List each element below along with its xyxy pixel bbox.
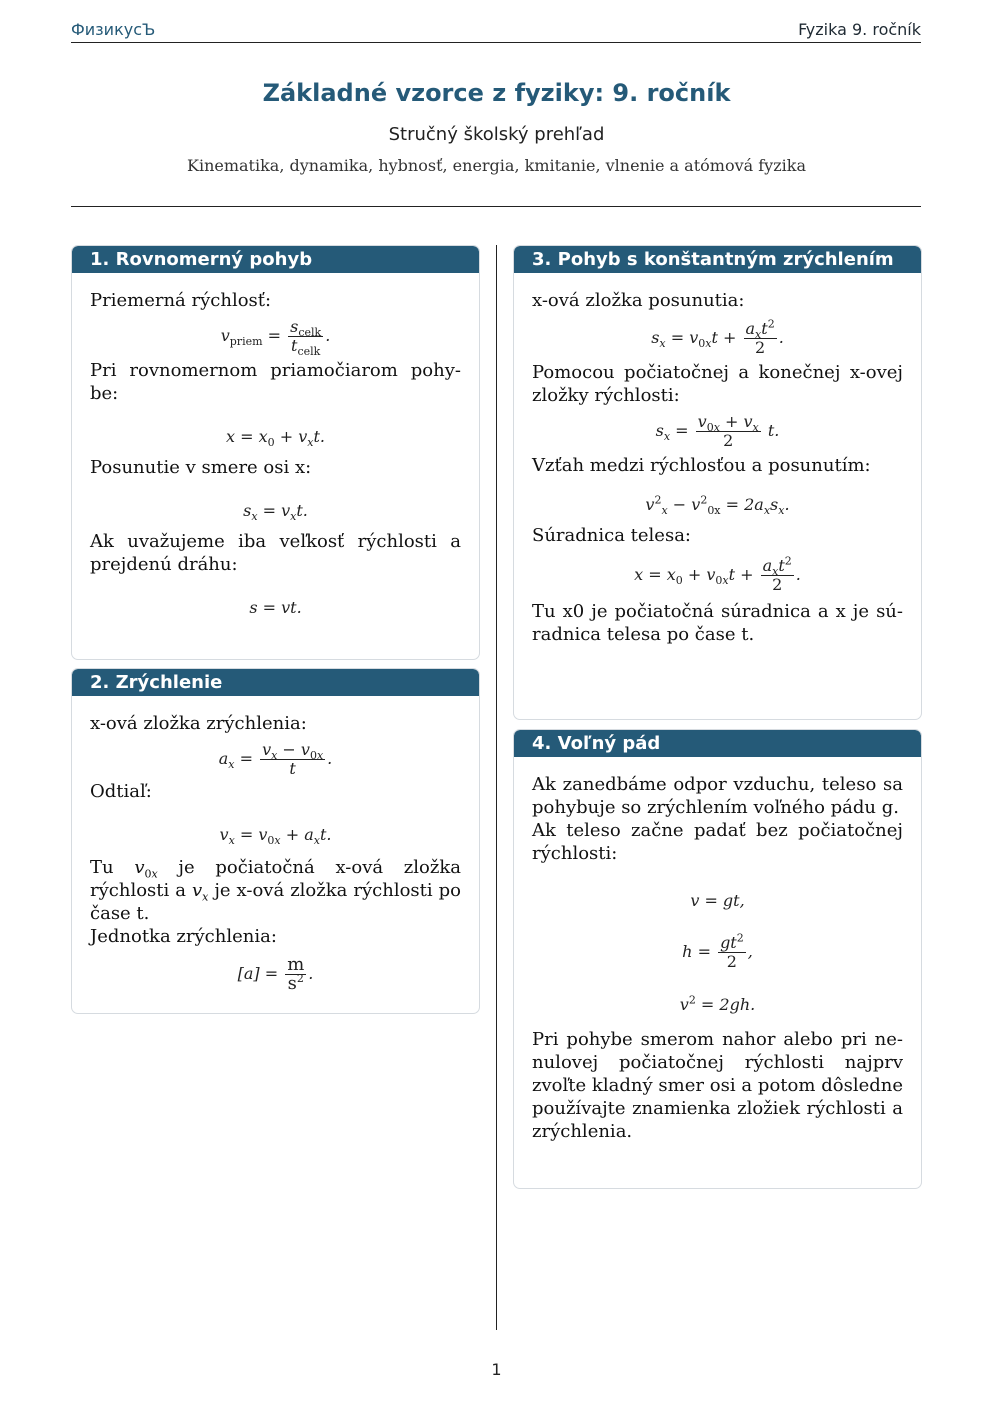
text-displacement: Posunutie v smere osi x: (90, 457, 312, 478)
page-title: Základné vzorce z fyziky: 9. ročník (262, 79, 731, 107)
equation-displacement: $s_x = v_xt$. (243, 501, 308, 524)
text-free-fall-intro: Ak zanedbáme odpor vzduchu, teleso sa pohybuje so zrýchlením voľného pádu g. (532, 774, 903, 818)
text-velocity-explanation: Tu $v_{0x}$ je počiatočná x-ová zložka rýchlosti a $v_x$ je x-ová zložka rýchlosti po čase t. (90, 857, 461, 924)
section-acceleration (71, 668, 480, 1014)
brand-header: ФизикусЪ (71, 20, 156, 39)
page-number: 1 (491, 1360, 502, 1379)
equation-velocity-squared-gh: $v^2 = 2gh$. (679, 993, 756, 1014)
text-acceleration-component: x-ová zložka zrýchlenia: (90, 713, 307, 734)
text-coordinate: Súradnica telesa: (532, 525, 691, 546)
topics-line: Kinematika, dynamika, hybnosť, energia, kmitanie, vlnenie a atómová fyzika (187, 156, 806, 175)
section-title: 4. Voľný pád (514, 730, 921, 757)
equation-acceleration: $a_x$ = $\frac{v_x - v_{0x}}{t}$ . (218, 740, 333, 778)
equation-velocity: $v_x = v_{0x} + a_xt$. (219, 825, 332, 848)
equation-coordinate: $x = x_0 + v_{0x}t$ + $\frac{a_xt^2}{2}$ . (634, 554, 801, 594)
text-coordinate-explanation: Tu x0 je počiatočná súradnica a x je súradnica telesa po čase t. (532, 601, 903, 645)
equation-average-speed: $v_{priem}$ = $\frac{s_{celk}}{t_{celk}}$ . (220, 317, 331, 359)
course-header: Fyzika 9. ročník (798, 20, 921, 39)
text-velocity-displacement: Vzťah medzi rýchlosťou a posunutím: (532, 455, 871, 476)
section-title: 1. Rovnomerný pohyb (72, 246, 479, 273)
text-zero-initial-velocity: Ak teleso začne padať bez počiatočnej rýchlosti: (532, 820, 903, 864)
equation-unit: [a] = $\frac{m}{s^2}$ . (237, 954, 314, 994)
header-rule (71, 42, 921, 43)
text-displacement-component: x-ová zložka posunutia: (532, 290, 745, 311)
text-speed-distance: Ak uvažujeme iba veľkosť rýchlosti a prejdenú dráhu: (90, 531, 461, 575)
text-initial-final-velocity: Pomocou počiatočnej a konečnej x-ovej zložky rýchlosti: (532, 362, 903, 406)
equation-height: h = $\frac{gt^2}{2}$ , (682, 931, 753, 971)
text-average-speed: Priemerná rýchlosť: (90, 290, 272, 311)
text-unit: Jednotka zrýchlenia: (90, 926, 277, 947)
equation-average-velocity: $s_x$ = $\frac{v_{0x} + v_x}{2}$ t. (655, 412, 780, 450)
section-uniform-motion (71, 245, 480, 660)
section-constant-acceleration (513, 245, 922, 720)
text-hence: Odtiaľ: (90, 781, 152, 802)
equation-displacement-time: $s_x = v_{0x}t$ + $\frac{a_xt^2}{2}$ . (651, 317, 784, 357)
section-title: 3. Pohyb s konštantným zrýchlením (514, 246, 921, 273)
section-title: 2. Zrýchlenie (72, 669, 479, 696)
page-subtitle: Stručný školský prehľad (388, 124, 605, 145)
equation-position: $x = x_0 + v_xt$. (226, 427, 325, 450)
equation-distance: s = vt. (249, 598, 302, 617)
equation-velocity-squared: $v^2_x - v^2_{0x} = 2a_xs_x$. (645, 493, 790, 518)
text-uniform-linear: Pri rovnomernom priamočiarom pohybe: (90, 360, 461, 404)
title-rule (71, 206, 921, 207)
equation-velocity-gt: v = gt, (690, 891, 745, 910)
section-free-fall (513, 729, 922, 1189)
text-sign-convention: Pri pohybe smerom nahor alebo pri nenulovej počiatočnej rýchlosti najprv zvoľte kladný smer osi a potom dôsledne používajte znamienka zložiek rýchlosti a zrýchlenia. (532, 1029, 903, 1142)
column-divider (496, 245, 497, 1330)
